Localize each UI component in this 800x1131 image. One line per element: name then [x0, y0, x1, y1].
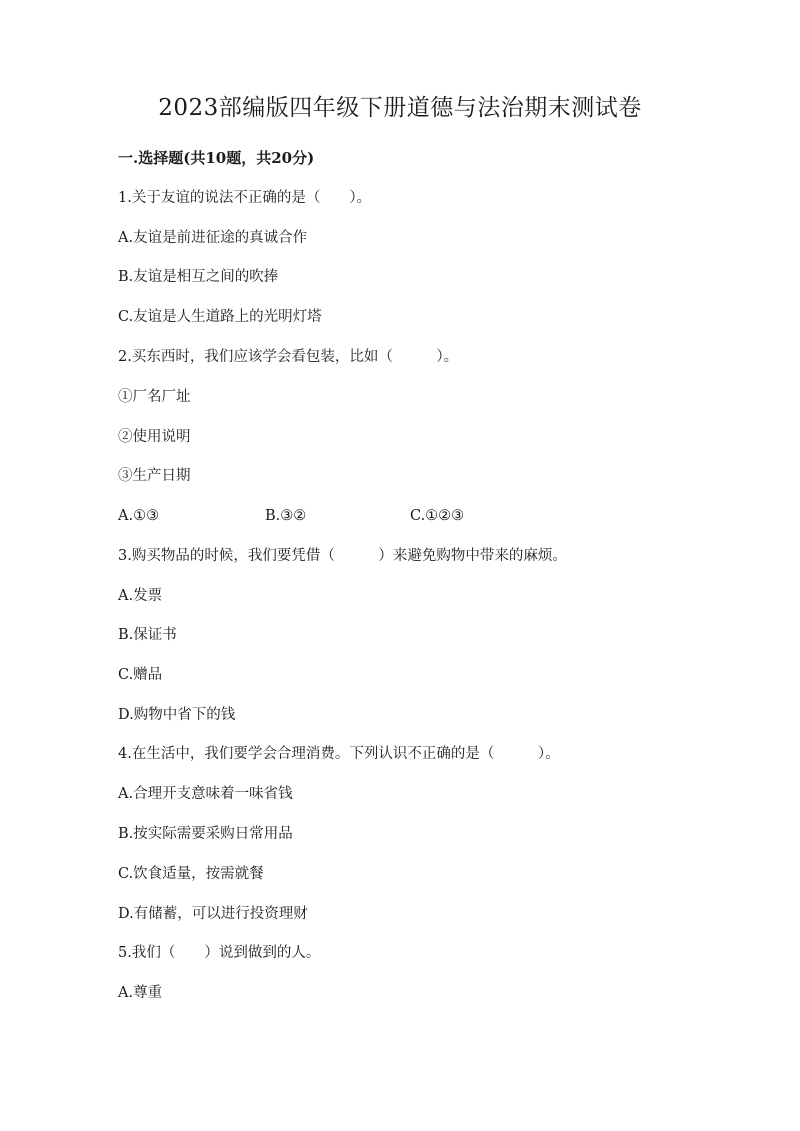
question-2-item-1: ①厂名厂址: [118, 389, 191, 405]
question-3-option-c: C.赠品: [118, 667, 163, 683]
question-1-option-c: C.友谊是人生道路上的光明灯塔: [118, 309, 322, 325]
question-3-option-d: D.购物中省下的钱: [118, 707, 236, 723]
question-2-item-2: ②使用说明: [118, 429, 191, 445]
question-4-option-a: A.合理开支意味着一味省钱: [118, 786, 293, 802]
question-5-option-a: A.尊重: [118, 985, 163, 1001]
question-3-option-a: A.发票: [118, 588, 163, 604]
question-1-stem: 1.关于友谊的说法不正确的是（ ）。: [118, 190, 372, 206]
question-2-option-a: A.①③: [118, 508, 160, 524]
question-2-option-c: C.①②③: [410, 508, 465, 524]
question-2-option-b: B.③②: [265, 508, 307, 524]
question-4-option-d: D.有储蓄，可以进行投资理财: [118, 906, 308, 922]
page-title: 2023部编版四年级下册道德与法治期末测试卷: [158, 95, 642, 121]
question-2-options-row: [118, 506, 638, 526]
question-3-option-b: B.保证书: [118, 627, 177, 643]
question-3-stem: 3.购买物品的时候，我们要凭借（ ）来避免购物中带来的麻烦。: [118, 548, 567, 564]
question-5-stem: 5.我们（ ）说到做到的人。: [118, 945, 321, 961]
section-heading: 一.选择题(共10题，共20分): [118, 149, 315, 167]
question-2-item-3: ③生产日期: [118, 468, 191, 484]
question-4-stem: 4.在生活中，我们要学会合理消费。下列认识不正确的是（ ）。: [118, 746, 560, 762]
question-1-option-b: B.友谊是相互之间的吹捧: [118, 269, 279, 285]
question-2-stem: 2.买东西时，我们应该学会看包装，比如（ ）。: [118, 349, 459, 365]
question-4-option-c: C.饮食适量，按需就餐: [118, 866, 264, 882]
question-4-option-b: B.按实际需要采购日常用品: [118, 826, 293, 842]
question-1-option-a: A.友谊是前进征途的真诚合作: [118, 230, 308, 246]
